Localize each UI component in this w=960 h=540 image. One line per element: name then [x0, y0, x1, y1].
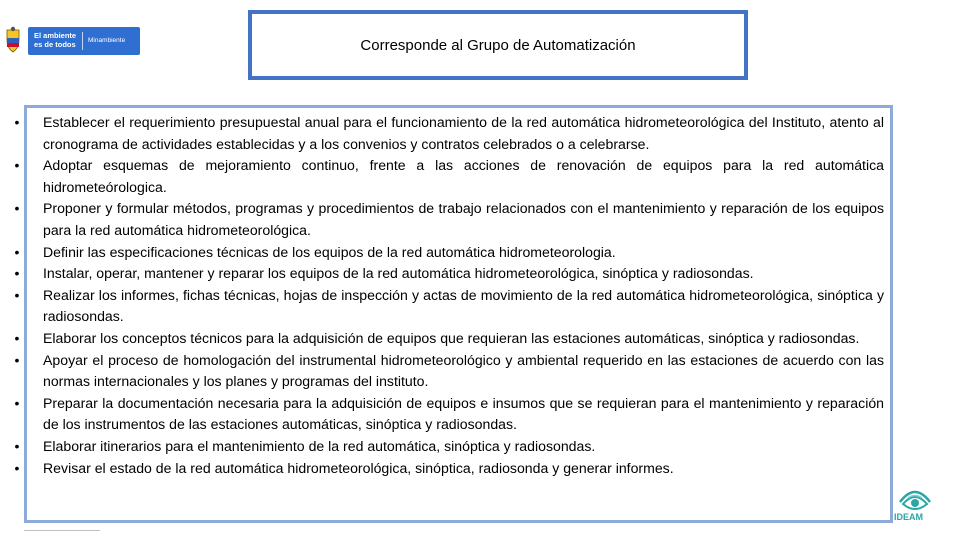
list-item-text: Adoptar esquemas de mejoramiento continuo, frente a las acciones de renovación de equipos para la red automática hidrometeórologica.: [43, 157, 884, 195]
bullet-icon: •: [14, 114, 20, 130]
list-item: [10, 350, 884, 393]
list-item: [10, 242, 884, 264]
bullet-icon: •: [14, 437, 20, 454]
list-item: [10, 263, 884, 285]
list-item: [10, 458, 884, 480]
ministry-badge: [28, 27, 140, 55]
list-item: [10, 285, 884, 328]
list-item-text: Elaborar itinerarios para el mantenimiento de la red automática, sinóptica y radiosondas.: [43, 437, 596, 454]
list-item: [10, 436, 884, 458]
bullet-icon: •: [14, 329, 20, 346]
bullet-icon: •: [14, 200, 20, 217]
responsibilities-list: [10, 112, 884, 479]
list-item-text: Proponer y formular métodos, programas y procedimientos de trabajo relacionados con el mantenimiento y reparación de los equipos para la red automática hidrometeorológica.: [43, 200, 884, 238]
footer-divider: [24, 530, 100, 531]
ministry-name: Minambiente: [88, 37, 126, 44]
list-item-text: Realizar los informes, fichas técnicas, hojas de inspección y actas de movimiento de la red automática hidrometeorológica, sinóptica y radiosondas.: [43, 286, 884, 325]
bullet-icon: •: [14, 265, 20, 282]
list-item-text: Preparar la documentación necesaria para la adquisición de equipos e insumos que se requieran para el mantenimiento y reparación de los instrumentos de las estaciones automáticas, sinóptica y radiosondas.: [43, 394, 884, 433]
badge-divider: [82, 32, 83, 50]
list-item-text: Revisar el estado de la red automática hidrometeorológica, sinóptica, radiosonda y generar informes.: [43, 459, 674, 476]
page-title: Corresponde al Grupo de Automatización: [360, 36, 636, 54]
bullet-icon: •: [14, 351, 20, 368]
list-item: [10, 198, 884, 241]
colombia-crest-icon: [3, 26, 23, 54]
list-item-text: Definir las especificaciones técnicas de los equipos de la red automática hidrometeorologia.: [43, 243, 616, 260]
list-item: [10, 112, 884, 155]
ideam-logo: [892, 484, 938, 526]
list-item-text: Apoyar el proceso de homologación del instrumental hidrometeorológico y ambiental requerido en las estaciones de acuerdo con las normas internacionales y los planes y programas del instituto.: [43, 351, 884, 390]
bullet-icon: •: [14, 286, 20, 303]
title-box: [248, 10, 748, 80]
ideam-eye-icon: [892, 484, 938, 514]
ideam-label: IDEAM: [894, 512, 923, 522]
list-item: [10, 155, 884, 198]
bullet-icon: •: [14, 394, 20, 411]
list-item-text: Elaborar los conceptos técnicos para la adquisición de equipos que requieran las estaciones automáticas, sinóptica y radiosondas.: [43, 329, 860, 346]
list-item-text: Establecer el requerimiento presupuestal anual para el funcionamiento de la red automática hidrometeorológica del Instituto, atento al cronograma de actividades establecidas y a los convenios y contratos celebrados o a celebrarse.: [43, 114, 884, 152]
list-item-text: Instalar, operar, mantener y reparar los equipos de la red automática hidrometeorológica, sinóptica y radiosondas.: [43, 265, 754, 282]
bullet-icon: •: [14, 459, 20, 476]
bullet-icon: •: [14, 157, 20, 174]
list-item: [10, 393, 884, 436]
ministry-logo-group: [0, 24, 142, 58]
list-item: [10, 328, 884, 350]
ministry-logo-text: El ambiente es de todos: [34, 31, 77, 49]
bullet-icon: •: [14, 243, 20, 260]
